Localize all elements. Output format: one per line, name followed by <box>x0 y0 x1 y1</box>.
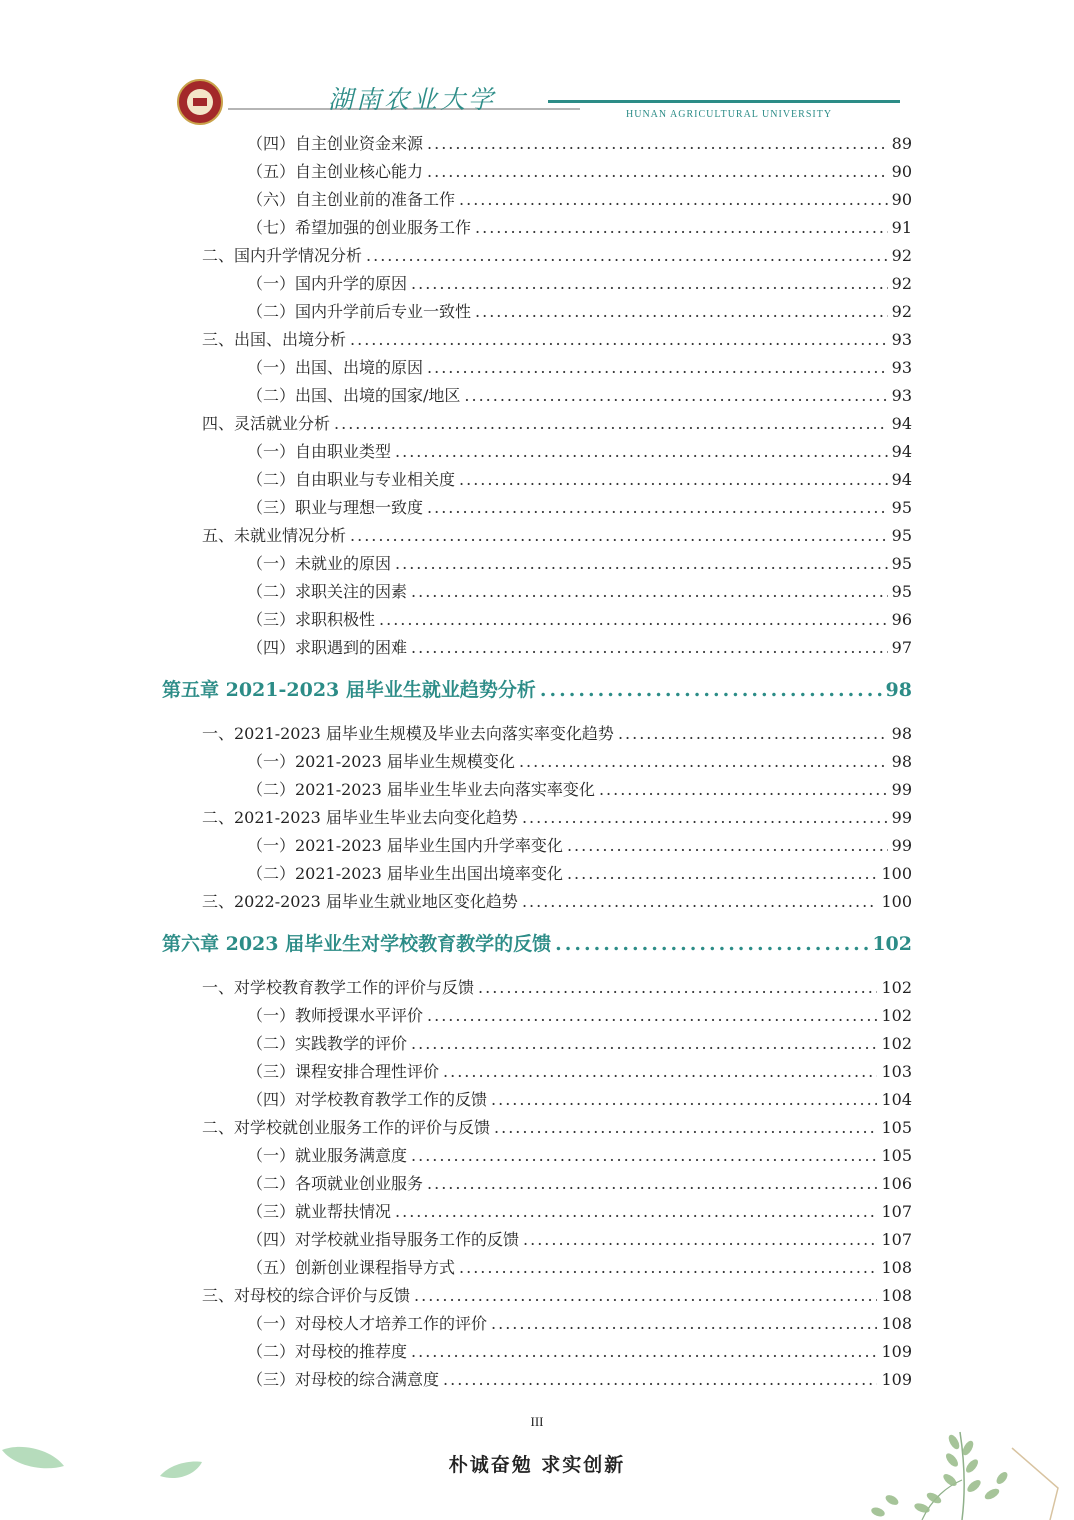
toc-entry-title: （三）课程安排合理性评价 <box>247 1062 440 1081</box>
toc-leader-dots <box>459 470 888 490</box>
toc-leader-dots <box>523 1230 877 1250</box>
toc-entry-title: （二）出国、出境的国家/地区 <box>247 386 461 405</box>
toc-leader-dots <box>459 1258 877 1278</box>
toc-entry[interactable] <box>247 134 912 154</box>
toc-entry[interactable] <box>247 1090 912 1110</box>
toc-entry-title: （一）出国、出境的原因 <box>247 358 424 377</box>
toc-entry[interactable] <box>247 1034 912 1054</box>
toc-page-number: 98 <box>885 679 912 701</box>
toc-entry-title: （二）实践教学的评价 <box>247 1034 408 1053</box>
toc-entry[interactable] <box>247 386 912 406</box>
toc-leader-dots <box>491 1314 877 1334</box>
toc-page-number: 103 <box>881 1062 912 1081</box>
page-header <box>0 0 1074 130</box>
toc-entry[interactable] <box>247 836 912 856</box>
toc-entry-title: （四）自主创业资金来源 <box>247 134 424 153</box>
toc-entry[interactable] <box>247 1174 912 1194</box>
toc-leader-dots <box>395 1202 877 1222</box>
toc-page-number: 105 <box>881 1146 912 1165</box>
toc-page-number: 105 <box>881 1118 912 1137</box>
toc-leader-dots <box>350 526 888 546</box>
toc-entry-title: （一）自由职业类型 <box>247 442 392 461</box>
toc-page-number: 99 <box>891 836 912 855</box>
toc-entry-title: （二）自由职业与专业相关度 <box>247 470 456 489</box>
page-number: III <box>530 1414 544 1429</box>
university-seal-icon <box>177 79 223 125</box>
toc-page-number: 92 <box>891 302 912 321</box>
toc-page-number: 102 <box>872 933 912 955</box>
toc-entry-title: （一）未就业的原因 <box>247 554 392 573</box>
brand-name-english: HUNAN AGRICULTURAL UNIVERSITY <box>626 109 833 120</box>
toc-entry-title: （四）对学校教育教学工作的反馈 <box>247 1090 488 1109</box>
toc-entry-title: 二、对学校就创业服务工作的评价与反馈 <box>202 1118 491 1137</box>
toc-page-number: 95 <box>891 554 912 573</box>
toc-page-number: 92 <box>891 246 912 265</box>
toc-leader-dots <box>427 1006 877 1026</box>
toc-page-number: 97 <box>891 638 912 657</box>
toc-leader-dots <box>443 1370 877 1390</box>
toc-page-number: 89 <box>891 134 912 153</box>
toc-page-number: 98 <box>891 752 912 771</box>
toc-entry[interactable] <box>247 582 912 602</box>
toc-leader-dots <box>350 330 888 350</box>
toc-entry[interactable] <box>247 470 912 490</box>
toc-page-number: 94 <box>891 442 912 461</box>
toc-page-number: 95 <box>891 498 912 517</box>
toc-page-number: 99 <box>891 780 912 799</box>
toc-entry[interactable] <box>247 1258 912 1278</box>
toc-entry[interactable] <box>247 1230 912 1250</box>
plant-leaves-icon <box>862 1428 1074 1520</box>
toc-leader-dots <box>411 1342 877 1362</box>
toc-chapter-entry[interactable] <box>162 934 912 954</box>
toc-entry-title: （四）求职遇到的困难 <box>247 638 408 657</box>
toc-leader-dots <box>478 978 877 998</box>
toc-entry-title: 五、未就业情况分析 <box>202 526 347 545</box>
toc-leader-dots <box>395 442 888 462</box>
toc-entry[interactable] <box>247 780 912 800</box>
toc-page-number: 102 <box>881 1034 912 1053</box>
toc-entry-title: （二）各项就业创业服务 <box>247 1174 424 1193</box>
toc-leader-dots <box>494 1118 877 1138</box>
toc-entry[interactable] <box>247 498 912 518</box>
toc-entry-title: （一）教师授课水平评价 <box>247 1006 424 1025</box>
toc-entry-title: （一）对母校人才培养工作的评价 <box>247 1314 488 1333</box>
toc-entry-title: （一）2021-2023 届毕业生规模变化 <box>247 752 515 771</box>
toc-leader-dots <box>522 808 888 828</box>
toc-entry[interactable] <box>247 162 912 182</box>
toc-leader-dots <box>555 934 868 954</box>
toc-chapter-entry[interactable] <box>162 680 912 700</box>
toc-entry[interactable] <box>247 190 912 210</box>
toc-entry-title: （三）求职积极性 <box>247 610 376 629</box>
school-motto: 朴诚奋勉 求实创新 <box>448 1454 626 1476</box>
toc-entry[interactable] <box>247 864 912 884</box>
toc-entry-title: （二）2021-2023 届毕业生出国出境率变化 <box>247 864 563 883</box>
toc-page-number: 95 <box>891 582 912 601</box>
toc-entry-title: 三、对母校的综合评价与反馈 <box>202 1286 411 1305</box>
toc-entry-title: （一）国内升学的原因 <box>247 274 408 293</box>
toc-entry-title: 三、出国、出境分析 <box>202 330 347 349</box>
toc-entry-title: （五）自主创业核心能力 <box>247 162 424 181</box>
toc-entry[interactable] <box>202 526 912 546</box>
toc-entry[interactable] <box>247 752 912 772</box>
toc-entry[interactable] <box>202 724 912 744</box>
toc-entry[interactable] <box>247 302 912 322</box>
toc-leader-dots <box>567 864 878 884</box>
toc-entry[interactable] <box>247 610 912 630</box>
toc-entry-title: 一、对学校教育教学工作的评价与反馈 <box>202 978 475 997</box>
toc-entry[interactable] <box>247 1062 912 1082</box>
toc-page-number: 91 <box>891 218 912 237</box>
toc-leader-dots <box>427 358 888 378</box>
toc-entry[interactable] <box>202 414 912 434</box>
toc-entry-title: 二、国内升学情况分析 <box>202 246 363 265</box>
toc-entry-title: （四）对学校就业指导服务工作的反馈 <box>247 1230 520 1249</box>
toc-entry[interactable] <box>202 892 912 912</box>
toc-leader-dots <box>491 1090 877 1110</box>
toc-entry-title: （六）自主创业前的准备工作 <box>247 190 456 209</box>
toc-leader-dots <box>414 1286 877 1306</box>
toc-page-number: 96 <box>891 610 912 629</box>
toc-leader-dots <box>459 190 888 210</box>
toc-page-number: 90 <box>891 190 912 209</box>
toc-entry-title: 第五章 2021-2023 届毕业生就业趋势分析 <box>162 679 536 701</box>
toc-page-number: 100 <box>881 892 912 911</box>
toc-leader-dots <box>427 498 888 518</box>
header-rule-right <box>548 100 900 103</box>
toc-entry-title: （五）创新创业课程指导方式 <box>247 1258 456 1277</box>
toc-leader-dots <box>475 302 888 322</box>
toc-page-number: 107 <box>881 1202 912 1221</box>
toc-entry-title: 四、灵活就业分析 <box>202 414 331 433</box>
toc-leader-dots <box>366 246 888 266</box>
brand-name-chinese: 湖南农业大学 <box>328 85 497 114</box>
toc-entry[interactable] <box>247 1006 912 1026</box>
toc-page-number: 108 <box>881 1258 912 1277</box>
toc-page-number: 102 <box>881 1006 912 1025</box>
toc-entry-title: （二）对母校的推荐度 <box>247 1342 408 1361</box>
toc-page-number: 92 <box>891 274 912 293</box>
toc-leader-dots <box>411 1146 877 1166</box>
toc-entry-title: 一、2021-2023 届毕业生规模及毕业去向落实率变化趋势 <box>202 724 614 743</box>
toc-entry-title: （二）国内升学前后专业一致性 <box>247 302 472 321</box>
toc-entry-title: （一）就业服务满意度 <box>247 1146 408 1165</box>
toc-page-number: 104 <box>881 1090 912 1109</box>
toc-leader-dots <box>411 638 888 658</box>
toc-entry-title: （二）2021-2023 届毕业生毕业去向落实率变化 <box>247 780 595 799</box>
toc-entry-title: 三、2022-2023 届毕业生就业地区变化趋势 <box>202 892 518 911</box>
toc-entry[interactable] <box>247 358 912 378</box>
toc-leader-dots <box>519 752 888 772</box>
toc-page-number: 106 <box>881 1174 912 1193</box>
toc-leader-dots <box>334 414 888 434</box>
toc-leader-dots <box>427 134 888 154</box>
toc-leader-dots <box>395 554 888 574</box>
toc-entry[interactable] <box>202 808 912 828</box>
toc-page-number: 108 <box>881 1314 912 1333</box>
toc-entry[interactable] <box>202 1286 912 1306</box>
toc-entry-title: （二）求职关注的因素 <box>247 582 408 601</box>
toc-page-number: 109 <box>881 1370 912 1389</box>
toc-page-number: 102 <box>881 978 912 997</box>
toc-entry[interactable] <box>247 1146 912 1166</box>
toc-entry-title: （七）希望加强的创业服务工作 <box>247 218 472 237</box>
toc-entry-title: （三）就业帮扶情况 <box>247 1202 392 1221</box>
toc-entry[interactable] <box>247 638 912 658</box>
toc-leader-dots <box>475 218 888 238</box>
toc-entry[interactable] <box>202 1118 912 1138</box>
toc-page-number: 93 <box>891 386 912 405</box>
toc-page-number: 94 <box>891 470 912 489</box>
toc-leader-dots <box>427 1174 877 1194</box>
toc-page-number: 94 <box>891 414 912 433</box>
toc-leader-dots <box>540 680 882 700</box>
toc-leader-dots <box>464 386 887 406</box>
toc-leader-dots <box>379 610 888 630</box>
toc-page-number: 109 <box>881 1342 912 1361</box>
toc-leader-dots <box>599 780 888 800</box>
toc-entry[interactable] <box>247 1314 912 1334</box>
toc-page-number: 95 <box>891 526 912 545</box>
toc-entry[interactable] <box>247 1342 912 1362</box>
toc-page-number: 98 <box>891 724 912 743</box>
toc-entry-title: （三）职业与理想一致度 <box>247 498 424 517</box>
toc-entry[interactable] <box>247 1370 912 1390</box>
toc-entry[interactable] <box>247 442 912 462</box>
toc-leader-dots <box>567 836 888 856</box>
toc-entry[interactable] <box>247 554 912 574</box>
toc-page-number: 93 <box>891 330 912 349</box>
toc-entry[interactable] <box>202 330 912 350</box>
toc-page-number: 100 <box>881 864 912 883</box>
toc-entry-title: （三）对母校的综合满意度 <box>247 1370 440 1389</box>
toc-entry[interactable] <box>247 1202 912 1222</box>
toc-page-number: 99 <box>891 808 912 827</box>
toc-leader-dots <box>618 724 888 744</box>
toc-entry[interactable] <box>202 978 912 998</box>
toc-page-number: 90 <box>891 162 912 181</box>
toc-leader-dots <box>411 274 888 294</box>
toc-page-number: 108 <box>881 1286 912 1305</box>
toc-page-number: 93 <box>891 358 912 377</box>
toc-entry-title: （一）2021-2023 届毕业生国内升学率变化 <box>247 836 563 855</box>
toc-leader-dots <box>522 892 878 912</box>
toc-page-number: 107 <box>881 1230 912 1249</box>
toc-leader-dots <box>443 1062 877 1082</box>
toc-entry[interactable] <box>247 218 912 238</box>
toc-entry-title: 二、2021-2023 届毕业生毕业去向变化趋势 <box>202 808 518 827</box>
toc-leader-dots <box>411 582 888 602</box>
toc-entry-title: 第六章 2023 届毕业生对学校教育教学的反馈 <box>162 933 552 955</box>
toc-leader-dots <box>411 1034 877 1054</box>
toc-entry[interactable] <box>202 246 912 266</box>
toc-entry[interactable] <box>247 274 912 294</box>
toc-leader-dots <box>427 162 888 182</box>
leaf-left-icon <box>0 1438 210 1498</box>
